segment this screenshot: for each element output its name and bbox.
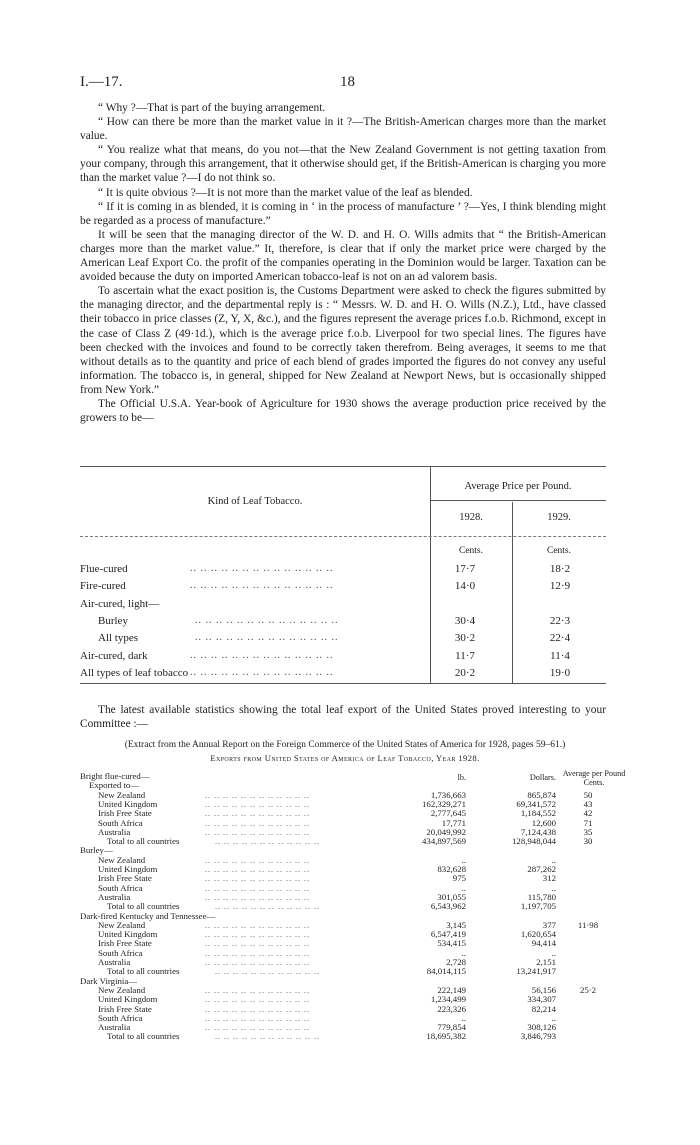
leader-dots: .. .. .. .. .. .. .. .. .. .. .. .. <box>205 827 310 837</box>
leader-dots: .. .. .. .. .. .. .. .. .. .. .. .. <box>215 902 320 912</box>
value-dollars: 865,874 <box>527 789 556 800</box>
paragraph: It will be seen that the managing director of the W. D. and H. O. Wills admits that “ the British-American charges more than the market value.” It, therefore, is clear that if only the market price were charged by the American Leaf Export Co. the profit of the companies operating in the Dominion would be larger. Taxation can be avoided because the duty on imported American tobacco-leaf is not on an ad valorem basis. <box>80 228 606 284</box>
col-dollars: Dollars. <box>529 773 556 782</box>
value-1929: 19·0 <box>549 666 571 679</box>
value-lb: 17,771 <box>441 817 466 828</box>
row-label: Burley— <box>80 845 113 856</box>
table-row <box>80 939 620 948</box>
stub-header: Kind of Leaf Tobacco. <box>207 496 303 507</box>
row-label: Total to all countries <box>107 901 180 912</box>
row-label: Total to all countries <box>107 1031 180 1042</box>
row-label: Australia <box>98 826 131 837</box>
leader-dots: .. .. .. .. .. .. .. .. .. .. .. .. <box>205 874 310 884</box>
unit-1929: Cents. <box>546 546 571 556</box>
row-label: Bright flue-cured— <box>80 771 150 781</box>
row-label: Australia <box>98 891 131 902</box>
value-1929: 12·9 <box>549 580 571 593</box>
unit-1928: Cents. <box>458 546 483 556</box>
value-lb: .. <box>461 1012 466 1023</box>
row-label: United Kingdom <box>98 929 158 940</box>
leader-dots: .. .. .. .. .. .. .. .. .. .. .. .. <box>215 967 320 977</box>
value-lb: 84,014,115 <box>426 966 466 977</box>
paragraph: “ If it is coming in as blended, it is coming in ‘ in the process of manufacture ’ ?—Yes, I think blending might be regarded as a process of manufacture.” <box>80 200 606 227</box>
row-label: Fire-cured <box>80 580 126 593</box>
value-dollars: 334,307 <box>527 994 556 1005</box>
page-header <box>80 74 610 92</box>
value-lb: 2,728 <box>446 957 466 967</box>
leader-dots: .. .. .. .. .. .. .. .. .. .. .. .. .. .. <box>195 632 339 644</box>
table-row <box>80 615 606 628</box>
table-row <box>80 667 606 680</box>
value-1928: 30·2 <box>454 632 476 645</box>
leader-dots: .. .. .. .. .. .. .. .. .. .. .. .. .. .. <box>190 649 334 661</box>
row-label: Burley <box>98 614 128 627</box>
row-label: Exported to— <box>89 780 140 791</box>
leader-dots: .. .. .. .. .. .. .. .. .. .. .. .. <box>205 930 310 940</box>
value-cents: 42 <box>583 808 593 819</box>
table-row <box>80 1032 620 1041</box>
row-label: South Africa <box>98 947 143 958</box>
value-dollars: 115,780 <box>527 891 556 902</box>
value-dollars: 312 <box>542 873 556 884</box>
extract-note: (Extract from the Annual Report on the Foreign Commerce of the United States of America for 1928, pages 59–61.) <box>124 740 566 750</box>
value-dollars: .. <box>551 854 556 865</box>
value-dollars: 128,948,044 <box>512 836 556 847</box>
row-label: New Zealand <box>98 919 146 930</box>
table-row <box>80 580 606 593</box>
value-cents: 25·2 <box>579 984 597 995</box>
row-label: New Zealand <box>98 854 146 865</box>
row-label: Irish Free State <box>98 808 152 819</box>
leader-dots: .. .. .. .. .. .. .. .. .. .. .. .. <box>205 1004 310 1014</box>
row-label: Irish Free State <box>98 873 152 884</box>
table-row <box>80 995 620 1004</box>
paragraph: “ How can there be more than the market value in it ?—The British-American charges more than the market value. <box>80 116 606 143</box>
value-lb: 534,415 <box>437 938 466 949</box>
value-1929: 22·3 <box>549 614 571 627</box>
value-1928: 14·0 <box>454 580 476 593</box>
row-label: Flue-cured <box>80 563 128 575</box>
row-label: Air-cured, light— <box>80 597 160 610</box>
row-label: United Kingdom <box>98 864 158 874</box>
paragraph-statistics: The latest available statistics showing the total leaf export of the United States proved interesting to your Committee :— <box>80 704 606 731</box>
value-dollars: 2,151 <box>536 957 556 967</box>
row-label: United Kingdom <box>98 798 158 809</box>
leader-dots: .. .. .. .. .. .. .. .. .. .. .. .. <box>205 1013 310 1023</box>
row-label: Australia <box>98 957 131 967</box>
value-lb: 6,547,419 <box>430 929 466 940</box>
value-dollars: 377 <box>542 919 556 930</box>
table-row <box>80 772 620 781</box>
value-dollars: 1,620,654 <box>520 929 556 940</box>
table-row <box>80 902 620 911</box>
value-dollars: .. <box>551 947 556 958</box>
table-row <box>80 632 606 645</box>
row-label: Irish Free State <box>98 1003 152 1014</box>
value-1928: 20·2 <box>454 666 476 679</box>
leader-dots: .. .. .. .. .. .. .. .. .. .. .. .. <box>205 1023 310 1033</box>
row-label: New Zealand <box>98 789 146 800</box>
value-lb: 18,695,382 <box>426 1031 466 1042</box>
table-row <box>80 967 620 976</box>
row-label: United Kingdom <box>98 994 158 1005</box>
table-row <box>80 1005 620 1014</box>
value-cents: 43 <box>583 798 593 809</box>
table-row <box>80 598 606 611</box>
table-row <box>80 809 620 818</box>
value-dollars: 7,124,438 <box>520 826 556 837</box>
value-lb: .. <box>461 882 466 893</box>
value-dollars: 1,184,552 <box>520 808 556 819</box>
value-dollars: 308,126 <box>527 1022 556 1033</box>
value-lb: 1,234,499 <box>430 994 466 1005</box>
exports-table-title: Exports from United States of America of Leaf Tobacco, Year 1928. <box>210 753 480 763</box>
col-average: Average per Pound Cents. <box>562 769 626 787</box>
table-row <box>80 563 606 576</box>
value-lb: 20,049,992 <box>426 826 466 837</box>
row-label: South Africa <box>98 882 143 893</box>
value-dollars: 3,846,793 <box>520 1031 556 1042</box>
table-row <box>80 912 620 921</box>
value-lb: .. <box>461 947 466 958</box>
value-lb: 2,777,645 <box>430 808 466 819</box>
leader-dots: .. .. .. .. .. .. .. .. .. .. .. .. <box>205 958 310 967</box>
leader-dots: .. .. .. .. .. .. .. .. .. .. .. .. <box>205 809 310 819</box>
value-1929: 18·2 <box>549 563 571 575</box>
value-1929: 22·4 <box>549 632 571 645</box>
leader-dots: .. .. .. .. .. .. .. .. .. .. .. .. <box>205 818 310 828</box>
row-label: Australia <box>98 1022 131 1033</box>
table-row <box>80 865 620 874</box>
value-lb: 301,055 <box>437 891 466 902</box>
value-cents: 50 <box>583 789 593 800</box>
row-label: New Zealand <box>98 984 146 995</box>
value-lb: 222,149 <box>437 984 466 995</box>
exports-table <box>80 769 626 1070</box>
value-dollars: 13,241,917 <box>516 966 556 977</box>
leader-dots: .. .. .. .. .. .. .. .. .. .. .. .. .. .. <box>190 580 334 592</box>
row-label: Total to all countries <box>107 966 180 977</box>
leader-dots: .. .. .. .. .. .. .. .. .. .. .. .. <box>205 985 310 995</box>
col-lb: lb. <box>457 773 466 782</box>
value-lb: 223,326 <box>437 1003 466 1014</box>
value-dollars: 56,156 <box>531 984 556 995</box>
paragraph: “ You realize what that means, do you not—that the New Zealand Government is not getting taxation from your company, through this arrangement, that it otherwise should get, if the British-American is charging you more than the market value ?—I do not think so. <box>80 144 606 185</box>
value-lb: 779,854 <box>437 1022 466 1033</box>
value-dollars: .. <box>551 1012 556 1023</box>
row-label: Air-cured, dark <box>80 649 148 662</box>
row-label: All types <box>98 632 139 645</box>
row-label: All types of leaf tobacco <box>80 666 189 679</box>
leader-dots: .. .. .. .. .. .. .. .. .. .. .. .. <box>205 855 310 865</box>
value-1929: 11·4 <box>550 649 570 662</box>
value-lb: 1,736,663 <box>430 789 466 800</box>
leader-dots: .. .. .. .. .. .. .. .. .. .. .. .. <box>215 837 320 847</box>
leader-dots: .. .. .. .. .. .. .. .. .. .. .. .. <box>205 883 310 893</box>
value-lb: .. <box>461 854 466 865</box>
value-lb: 975 <box>452 873 466 884</box>
group-header: Average Price per Pound. <box>464 481 572 492</box>
leader-dots: .. .. .. .. .. .. .. .. .. .. .. .. <box>205 939 310 949</box>
table-row <box>80 650 606 663</box>
value-dollars: 69,341,572 <box>516 798 556 809</box>
table-row <box>80 837 620 846</box>
leader-dots: .. .. .. .. .. .. .. .. .. .. .. .. <box>205 920 310 930</box>
value-dollars: 12,600 <box>531 817 556 828</box>
row-label: South Africa <box>98 817 143 828</box>
value-cents: 30 <box>583 836 593 847</box>
row-label: Total to all countries <box>107 836 180 847</box>
col-1929: 1929. <box>547 512 571 523</box>
value-lb: 6,543,962 <box>430 901 466 912</box>
value-cents: 35 <box>583 826 593 837</box>
leader-dots: .. .. .. .. .. .. .. .. .. .. .. .. .. .. <box>190 666 334 678</box>
document-reference: I.—17. <box>80 74 123 90</box>
table-row <box>80 874 620 883</box>
paragraph: To ascertain what the exact position is, the Customs Department were asked to check the figures submitted by the managing director, and the departmental reply is : “ Messrs. W. D. and H. O. Wills (N.Z.), Ltd., have classed their tobacco in price classes (Z, Y, X, &c.), and the figures represent the average prices f.o.b. Richmond, except in the case of Class Z (49·1d.), which is the average price f.o.b. Liverpool for two special lines. The figures have been checked with the invoices and found to be correctly taken therefrom. Being averages, it seems to me that without details as to the quantity and price of each blend of grades imported the figures do not convey any useful information. The tobacco is, in general, shipped for New Zealand at Newport News, but is occasionally shipped from New York.” <box>80 285 606 396</box>
value-cents: 71 <box>583 817 593 828</box>
leader-dots: .. .. .. .. .. .. .. .. .. .. .. .. .. .. <box>195 614 339 626</box>
paragraph: “ Why ?—That is part of the buying arrangement. <box>98 102 326 114</box>
value-lb: 434,897,569 <box>422 836 466 847</box>
value-dollars: 94,414 <box>531 938 556 949</box>
leader-dots: .. .. .. .. .. .. .. .. .. .. .. .. <box>205 892 310 902</box>
leader-dots: .. .. .. .. .. .. .. .. .. .. .. .. <box>205 948 310 958</box>
page-number: 18 <box>340 74 355 90</box>
paragraph: “ It is quite obvious ?—It is not more than the market value of the leaf as blended. <box>98 186 473 199</box>
value-lb: 162,329,271 <box>422 798 466 809</box>
value-lb: 3,145 <box>446 919 466 930</box>
leader-dots: .. .. .. .. .. .. .. .. .. .. .. .. <box>205 865 310 874</box>
value-dollars: 1,197,705 <box>520 901 556 912</box>
row-label: Dark-fired Kentucky and Tennessee— <box>80 910 216 921</box>
table-row <box>80 846 620 855</box>
value-1928: 17·7 <box>454 563 476 575</box>
row-label: Dark Virginia— <box>80 975 138 986</box>
leader-dots: .. .. .. .. .. .. .. .. .. .. .. .. .. .. <box>190 563 334 574</box>
value-1928: 30·4 <box>454 614 476 627</box>
col-1928: 1928. <box>459 512 483 523</box>
body-text <box>80 101 606 425</box>
average-price-table <box>80 466 606 684</box>
paragraph: The Official U.S.A. Year-book of Agriculture for 1930 shows the average production price received by the growers to be— <box>80 397 606 425</box>
value-lb: 832,628 <box>437 864 466 874</box>
row-label: Irish Free State <box>98 938 152 949</box>
value-dollars: 287,262 <box>527 864 556 874</box>
row-label: South Africa <box>98 1012 143 1023</box>
value-dollars: 82,214 <box>531 1003 556 1014</box>
value-1928: 11·7 <box>455 649 475 662</box>
leader-dots: .. .. .. .. .. .. .. .. .. .. .. .. <box>215 1032 320 1042</box>
leader-dots: .. .. .. .. .. .. .. .. .. .. .. .. <box>205 995 310 1005</box>
leader-dots: .. .. .. .. .. .. .. .. .. .. .. .. <box>205 799 310 809</box>
value-dollars: .. <box>551 882 556 893</box>
value-cents: 11·98 <box>577 919 599 930</box>
leader-dots: .. .. .. .. .. .. .. .. .. .. .. .. <box>205 790 310 800</box>
